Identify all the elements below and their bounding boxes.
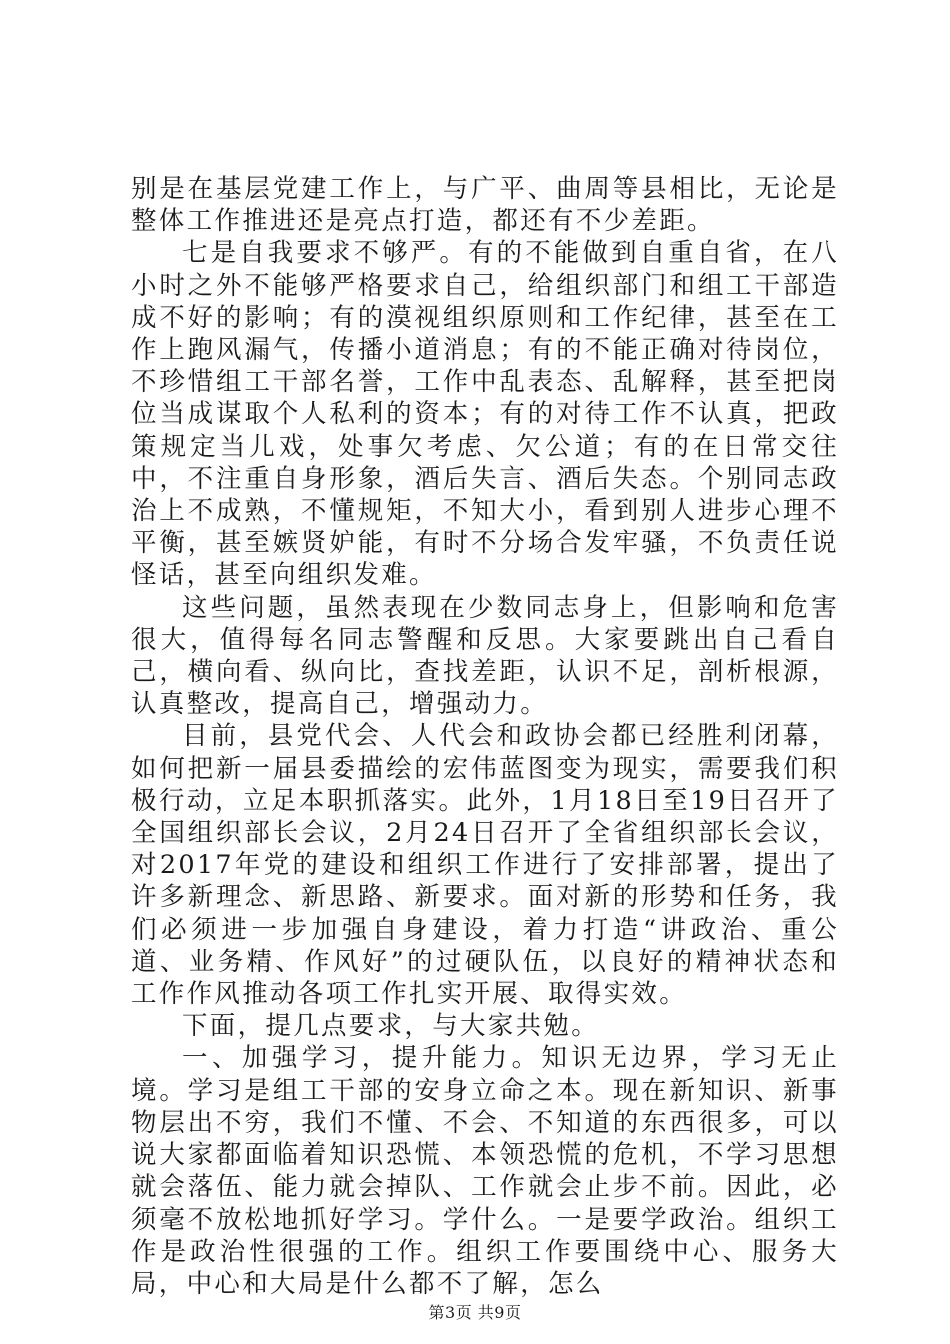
document-body [131, 173, 839, 1300]
paragraph-self-discipline: 七是自我要求不够严。有的不能做到自重自省，在八小时之外不能够严格要求自己，给组织部门和组工干部造成不好的影响；有的漠视组织原则和工作纪律，甚至在工作上跑风漏气，传播小道消息；有的不能正确对待岗位，不珍惜组工干部名誉，工作中乱表态、乱解释，甚至把岗位当成谋取个人私利的资本；有的对待工作不认真，把政策规定当儿戏，处事欠考虑、欠公道；有的在日常交往中，不注重自身形象，酒后失言、酒后失态。个别同志政治上不成熟，不懂规矩，不知大小，看到别人进步心理不平衡，甚至嫉贤妒能，有时不分场合发牢骚，不负责任说怪话，甚至向组织发难。 [131, 238, 839, 591]
paragraph-learning-requirement: 一、加强学习，提升能力。知识无边界，学习无止境。学习是组工干部的安身立命之本。现在新知识、新事物层出不穷，我们不懂、不会、不知道的东西很多，可以说大家都面临着知识恐慌、本领恐慌的危机，不学习思想就会落伍、能力就会掉队、工作就会止步不前。因此，必须毫不放松地抓好学习。学什么。一是要学政治。组织工作是政治性很强的工作。组织工作要围绕中心、服务大局，中心和大局是什么都不了解，怎么 [131, 1043, 839, 1299]
paragraph-current-situation: 目前，县党代会、人代会和政协会都已经胜利闭幕，如何把新一届县委描绘的宏伟蓝图变为现实，需要我们积极行动，立足本职抓落实。此外，1月18日至19日召开了全国组织部长会议，2月24日召开了全省组织部长会议，对2017年党的建设和组织工作进行了安排部署，提出了许多新理念、新思路、新要求。面对新的形势和任务，我们必须进一步加强自身建设，着力打造“讲政治、重公道、业务精、作风好”的过硬队伍，以良好的精神状态和工作作风推动各项工作扎实开展、取得实效。 [131, 721, 839, 1010]
page-footer: 第3页 共9页 [428, 1303, 522, 1322]
paragraph-problems-summary: 这些问题，虽然表现在少数同志身上，但影响和危害很大，值得每名同志警醒和反思。大家要跳出自己看自己，横向看、纵向比，查找差距，认识不足，剖析根源，认真整改，提高自己，增强动力。 [131, 592, 839, 720]
paragraph-continued: 别是在基层党建工作上，与广平、曲周等县相比，无论是整体工作推进还是亮点打造，都还有不少差距。 [131, 174, 839, 237]
paragraph-requirements-intro: 下面，提几点要求，与大家共勉。 [182, 1011, 600, 1042]
